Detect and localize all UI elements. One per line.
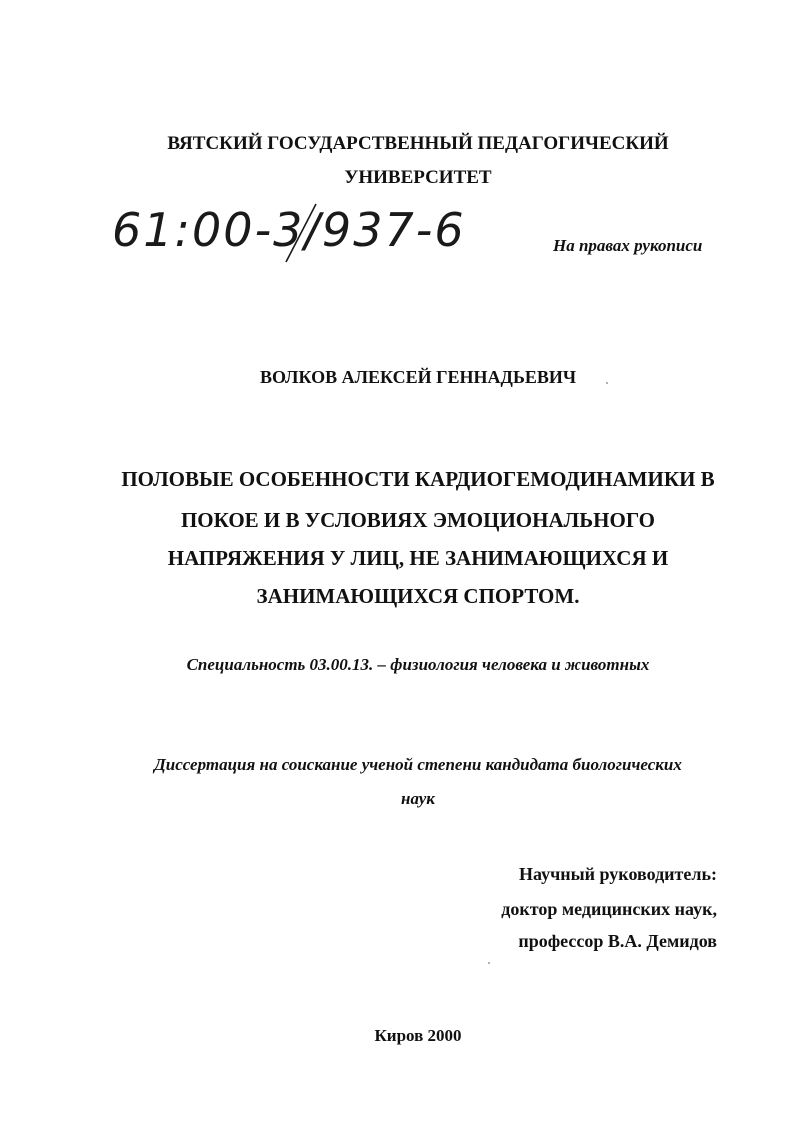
supervisor-degree: доктор медицинских наук, [501,899,717,919]
author-name: ВОЛКОВ АЛЕКСЕЙ ГЕННАДЬЕВИЧ [259,367,577,387]
dissertation-degree-line1: Диссертация на соискание ученой степени кандидата биологических [154,755,682,774]
manuscript-rights-note: На правах рукописи [553,236,703,255]
supervisor-name: профессор В.А. Демидов [518,931,717,951]
dissertation-title-line: ЗАНИМАЮЩИХСЯ СПОРТОМ. [256,584,580,608]
dissertation-title-line: ПОКОЕ И В УСЛОВИЯХ ЭМОЦИОНАЛЬНОГО [180,508,656,532]
speciality-line: Специальность 03.00.13. – физиология человека и животных [186,655,650,674]
supervisor-label: Научный руководитель: [519,864,717,884]
dissertation-title-line: НАПРЯЖЕНИЯ У ЛИЦ, НЕ ЗАНИМАЮЩИХСЯ И [167,546,669,570]
dissertation-degree-line2: наук [401,789,435,808]
scan-speck [606,382,608,384]
scan-speck [488,962,490,964]
university-name-line1: ВЯТСКИЙ ГОСУДАРСТВЕННЫЙ ПЕДАГОГИЧЕСКИЙ [167,133,669,154]
university-name-line2: УНИВЕРСИТЕТ [344,167,492,188]
place-and-year: Киров 2000 [374,1026,462,1045]
dissertation-title-line: ПОЛОВЫЕ ОСОБЕННОСТИ КАРДИОГЕМОДИНАМИКИ В [121,467,715,491]
handwritten-archive-code [108,196,508,266]
handwritten-code-text: 61:00-3/937-6 [112,203,466,257]
